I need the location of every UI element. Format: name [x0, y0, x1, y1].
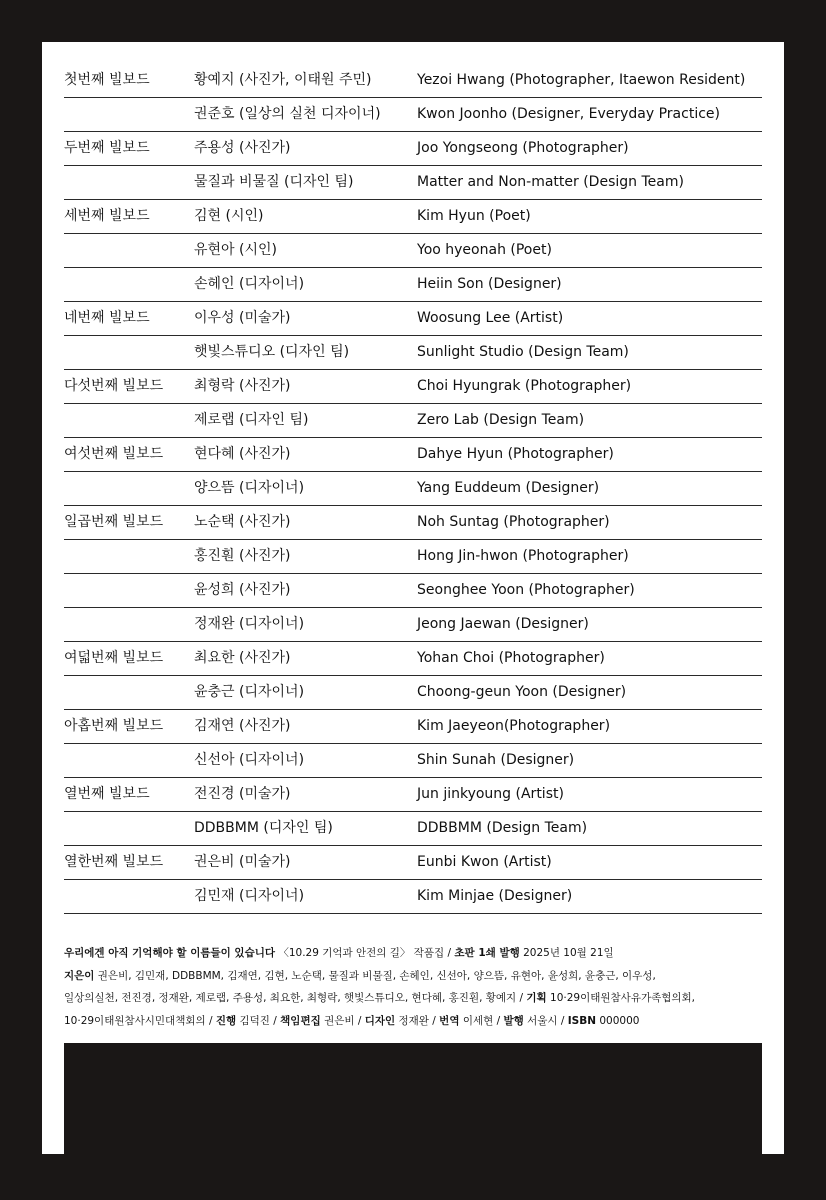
name-english: Sunlight Studio (Design Team) — [417, 344, 629, 360]
name-korean: 신선아 (디자이너) — [194, 752, 305, 768]
billboard-label: 열한번째 빌보드 — [64, 854, 164, 870]
credit-row — [64, 608, 762, 642]
credit-row — [64, 778, 762, 812]
name-english: Joo Yongseong (Photographer) — [417, 140, 629, 156]
name-korean: 제로랩 (디자인 팀) — [194, 412, 309, 428]
credit-row — [64, 506, 762, 540]
credit-row — [64, 472, 762, 506]
credit-row — [64, 336, 762, 370]
name-korean: 최요한 (사진가) — [194, 650, 291, 666]
name-english: Kim Jaeyeon(Photographer) — [417, 718, 611, 734]
name-korean: 김재연 (사진가) — [194, 718, 291, 734]
authors-label: 지은이 — [64, 969, 95, 982]
name-english: Kwon Joonho (Designer, Everyday Practice) — [417, 106, 720, 122]
name-english: Zero Lab (Design Team) — [417, 412, 585, 428]
book-series: 〈10.29 기억과 안전의 길〉 작품집 / — [278, 947, 452, 959]
credit-row — [64, 268, 762, 302]
name-english: Eunbi Kwon (Artist) — [417, 854, 552, 870]
design-label: 디자인 — [364, 1014, 396, 1027]
name-korean: 이우성 (미술가) — [194, 310, 291, 326]
billboard-label: 아홉번째 빌보드 — [64, 718, 164, 734]
planning-1: 10·29이태원참사유가족협의회, — [550, 992, 696, 1004]
name-korean: 김민재 (디자이너) — [194, 888, 305, 904]
black-panel — [64, 1043, 762, 1154]
name-korean: 윤성희 (사진가) — [194, 582, 291, 598]
credit-row — [64, 676, 762, 710]
name-korean: 전진경 (미술가) — [194, 786, 291, 802]
credit-row — [64, 370, 762, 404]
credit-row — [64, 404, 762, 438]
planning-label: 기획 — [526, 992, 547, 1004]
progress-label: 진행 — [215, 1014, 237, 1027]
name-english: Jeong Jaewan (Designer) — [417, 616, 589, 632]
name-english: Matter and Non-matter (Design Team) — [417, 174, 684, 190]
name-english: Choi Hyungrak (Photographer) — [417, 378, 632, 394]
isbn-label: ISBN — [567, 1014, 597, 1027]
colophon-line-3 — [64, 987, 764, 1010]
name-english: Kim Hyun (Poet) — [417, 208, 531, 224]
editor-value: 권은비 / — [324, 1014, 362, 1027]
name-korean: 권준호 (일상의 실천 디자이너) — [194, 106, 381, 122]
credit-row — [64, 642, 762, 676]
billboard-label: 다섯번째 빌보드 — [64, 378, 164, 394]
authors-list-1: 권은비, 김민재, DDBBMM, 김재연, 김현, 노순택, 물질과 비물질, 손헤인, 신선아, 양으뜸, 유현아, 윤성희, 윤충근, 이우성, — [97, 969, 656, 982]
name-korean: 노순택 (사진가) — [194, 514, 291, 530]
name-english: Choong-geun Yoon (Designer) — [417, 684, 627, 700]
name-korean: 황예지 (사진가, 이태원 주민) — [194, 72, 372, 88]
billboard-label: 첫번째 빌보드 — [64, 72, 150, 88]
credits-table — [64, 64, 762, 914]
billboard-label: 여섯번째 빌보드 — [64, 446, 164, 462]
credit-row — [64, 302, 762, 336]
book-title: 우리에겐 아직 기억해야 할 이름들이 있습니다 — [64, 947, 275, 959]
name-english: Noh Suntag (Photographer) — [417, 514, 610, 530]
name-english: Kim Minjae (Designer) — [417, 888, 573, 904]
name-english: DDBBMM (Design Team) — [417, 820, 588, 836]
credit-row — [64, 540, 762, 574]
credit-row — [64, 574, 762, 608]
name-english: Woosung Lee (Artist) — [417, 310, 564, 326]
translation-value: 이세현 / — [462, 1014, 501, 1027]
credit-row — [64, 438, 762, 472]
billboard-label: 열번째 빌보드 — [64, 786, 150, 802]
name-english: Shin Sunah (Designer) — [417, 752, 575, 768]
publisher-label: 발행 — [503, 1014, 524, 1027]
name-english: Heiin Son (Designer) — [417, 276, 562, 292]
name-english: Seonghee Yoon (Photographer) — [417, 582, 635, 598]
name-korean: 현다혜 (사진가) — [194, 446, 291, 462]
credit-row — [64, 710, 762, 744]
credit-row — [64, 132, 762, 166]
name-korean: 정재완 (디자이너) — [194, 616, 305, 632]
page-sheet — [42, 42, 784, 1154]
credit-row — [64, 812, 762, 846]
translation-label: 번역 — [439, 1014, 460, 1027]
colophon-line-1 — [64, 942, 764, 965]
name-korean: 김현 (시인) — [194, 208, 264, 224]
credit-row — [64, 98, 762, 132]
name-korean: 홍진훤 (사진가) — [194, 548, 291, 564]
progress-value: 김덕진 / — [239, 1014, 277, 1027]
design-value: 정재완 / — [398, 1014, 436, 1027]
billboard-label: 세번째 빌보드 — [64, 208, 150, 224]
billboard-label: 두번째 빌보드 — [64, 140, 150, 156]
publisher-value: 서울시 / — [527, 1014, 565, 1027]
colophon-line-2 — [64, 965, 764, 988]
edition-label: 초판 1쇄 발행 — [454, 947, 520, 959]
name-english: Yoo hyeonah (Poet) — [417, 242, 552, 258]
billboard-label: 일곱번째 빌보드 — [64, 514, 164, 530]
name-korean: 권은비 (미술가) — [194, 854, 291, 870]
colophon-line-4 — [64, 1010, 764, 1033]
name-korean: 물질과 비물질 (디자인 팀) — [194, 174, 354, 190]
credit-row — [64, 744, 762, 778]
credit-row — [64, 234, 762, 268]
colophon — [64, 942, 764, 1032]
name-english: Hong Jin-hwon (Photographer) — [417, 548, 629, 564]
name-korean: 윤충근 (디자이너) — [194, 684, 305, 700]
name-korean: 주용성 (사진가) — [194, 140, 291, 156]
name-korean: 햇빛스튜디오 (디자인 팀) — [194, 344, 350, 360]
edition-date: 2025년 10월 21일 — [523, 947, 614, 959]
credit-row — [64, 64, 762, 98]
billboard-label: 여덟번째 빌보드 — [64, 650, 164, 666]
name-english: Yezoi Hwang (Photographer, Itaewon Resident) — [417, 72, 746, 88]
credit-row — [64, 880, 762, 914]
editor-label: 책임편집 — [280, 1014, 321, 1027]
billboard-label: 네번째 빌보드 — [64, 310, 150, 326]
name-korean: DDBBMM (디자인 팀) — [194, 820, 333, 836]
name-english: Yang Euddeum (Designer) — [417, 480, 600, 496]
isbn-value: 000000 — [599, 1014, 640, 1027]
credit-row — [64, 166, 762, 200]
name-korean: 최형락 (사진가) — [194, 378, 291, 394]
credit-row — [64, 200, 762, 234]
authors-list-2: 일상의실천, 전진경, 정재완, 제로랩, 주용성, 최요한, 최형락, 햇빛스튜디오, 현다혜, 홍진훤, 황예지 / — [64, 992, 524, 1004]
name-english: Jun jinkyoung (Artist) — [417, 786, 564, 802]
name-english: Yohan Choi (Photographer) — [417, 650, 605, 666]
name-korean: 손헤인 (디자이너) — [194, 276, 305, 292]
name-english: Dahye Hyun (Photographer) — [417, 446, 614, 462]
name-korean: 유현아 (시인) — [194, 242, 277, 258]
credit-row — [64, 846, 762, 880]
planning-2: 10·29이태원참사시민대책회의 / — [64, 1014, 213, 1027]
name-korean: 양으뜸 (디자이너) — [194, 480, 305, 496]
